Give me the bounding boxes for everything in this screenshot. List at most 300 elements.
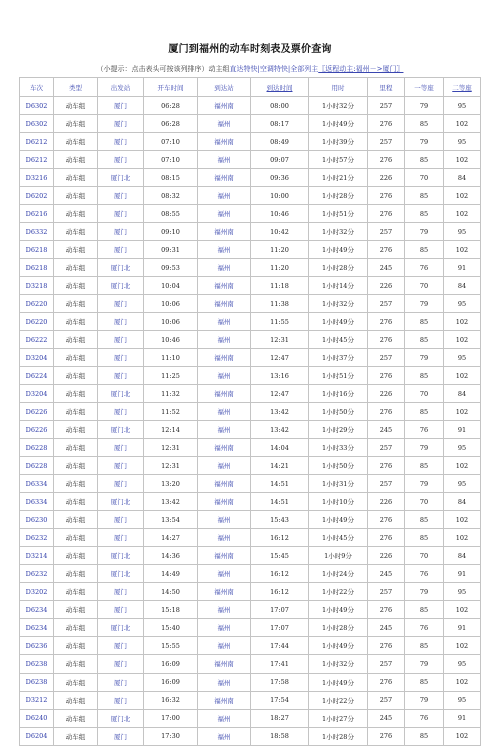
cell-first-class: 76 xyxy=(405,619,444,637)
cell-first-class: 76 xyxy=(405,259,444,277)
table-row xyxy=(20,187,481,205)
cell-train-no[interactable]: D6218 xyxy=(20,241,54,259)
table-row xyxy=(20,511,481,529)
cell-departure-time: 13:42 xyxy=(144,493,198,511)
table-row xyxy=(20,313,481,331)
cell-arrival-time: 11:20 xyxy=(251,259,309,277)
cell-train-no[interactable]: D3218 xyxy=(20,277,54,295)
cell-distance: 226 xyxy=(368,547,405,565)
cell-arrival-time: 18:27 xyxy=(251,709,309,727)
cell-train-no[interactable]: D6302 xyxy=(20,115,54,133)
cell-departure-station: 厦门 xyxy=(98,187,144,205)
cell-type: 动车组 xyxy=(54,115,98,133)
cell-arrival-station: 福州 xyxy=(198,403,251,421)
cell-departure-time: 10:06 xyxy=(144,313,198,331)
cell-arrival-time: 17:54 xyxy=(251,691,309,709)
cell-duration: 1小时21分 xyxy=(309,169,368,187)
cell-first-class: 85 xyxy=(405,601,444,619)
cell-distance: 276 xyxy=(368,727,405,745)
cell-distance: 257 xyxy=(368,349,405,367)
cell-first-class: 85 xyxy=(405,403,444,421)
cell-arrival-station: 福州南 xyxy=(198,277,251,295)
cell-arrival-time: 11:20 xyxy=(251,241,309,259)
cell-departure-station: 厦门 xyxy=(98,205,144,223)
cell-duration: 1小时49分 xyxy=(309,637,368,655)
cell-distance: 276 xyxy=(368,187,405,205)
cell-type: 动车组 xyxy=(54,619,98,637)
cell-departure-time: 12:31 xyxy=(144,457,198,475)
table-row xyxy=(20,349,481,367)
cell-second-class: 91 xyxy=(444,421,481,439)
cell-distance: 245 xyxy=(368,565,405,583)
cell-second-class: 91 xyxy=(444,709,481,727)
cell-departure-time: 14:27 xyxy=(144,529,198,547)
cell-arrival-station: 福州 xyxy=(198,151,251,169)
cell-train-no[interactable]: D6234 xyxy=(20,601,54,619)
cell-first-class: 76 xyxy=(405,565,444,583)
column-header-arrival-station[interactable]: 到达站 xyxy=(198,78,251,97)
cell-train-no[interactable]: D6302 xyxy=(20,97,54,115)
cell-arrival-time: 17:07 xyxy=(251,601,309,619)
hint-prefix: （小提示：点击表头可按该列排序）动主组 xyxy=(96,65,230,73)
table-row xyxy=(20,223,481,241)
cell-distance: 276 xyxy=(368,511,405,529)
cell-train-no[interactable]: D6232 xyxy=(20,529,54,547)
cell-first-class: 79 xyxy=(405,439,444,457)
cell-arrival-station: 福州南 xyxy=(198,547,251,565)
cell-train-no[interactable]: D6230 xyxy=(20,511,54,529)
cell-train-no[interactable]: D6222 xyxy=(20,331,54,349)
cell-train-no[interactable]: D6220 xyxy=(20,313,54,331)
cell-arrival-station: 福州南 xyxy=(198,691,251,709)
column-header-arrival-time[interactable]: 到达时间 xyxy=(251,78,309,97)
cell-arrival-station: 福州南 xyxy=(198,133,251,151)
cell-duration: 1小时49分 xyxy=(309,673,368,691)
cell-departure-station: 厦门 xyxy=(98,529,144,547)
cell-first-class: 79 xyxy=(405,295,444,313)
cell-type: 动车组 xyxy=(54,493,98,511)
table-row xyxy=(20,439,481,457)
cell-arrival-station: 福州 xyxy=(198,457,251,475)
cell-first-class: 79 xyxy=(405,133,444,151)
cell-arrival-time: 13:42 xyxy=(251,403,309,421)
cell-arrival-station: 福州 xyxy=(198,367,251,385)
train-type-filter-links[interactable]: 直达特快|空调特快|全部列主 xyxy=(229,65,319,73)
cell-arrival-time: 12:47 xyxy=(251,349,309,367)
cell-departure-time: 09:10 xyxy=(144,223,198,241)
cell-arrival-station: 福州 xyxy=(198,259,251,277)
cell-duration: 1小时16分 xyxy=(309,385,368,403)
cell-arrival-station: 福州 xyxy=(198,241,251,259)
cell-arrival-time: 12:31 xyxy=(251,331,309,349)
cell-first-class: 79 xyxy=(405,655,444,673)
cell-first-class: 85 xyxy=(405,367,444,385)
cell-departure-time: 14:49 xyxy=(144,565,198,583)
cell-departure-station: 厦门 xyxy=(98,115,144,133)
cell-train-no[interactable]: D6332 xyxy=(20,223,54,241)
cell-arrival-station: 福州南 xyxy=(198,169,251,187)
cell-duration: 1小时39分 xyxy=(309,133,368,151)
cell-first-class: 79 xyxy=(405,349,444,367)
cell-train-no[interactable]: D3204 xyxy=(20,349,54,367)
cell-second-class: 102 xyxy=(444,403,481,421)
cell-train-no[interactable]: D6216 xyxy=(20,205,54,223)
cell-type: 动车组 xyxy=(54,727,98,745)
cell-type: 动车组 xyxy=(54,151,98,169)
cell-departure-time: 07:10 xyxy=(144,133,198,151)
cell-type: 动车组 xyxy=(54,457,98,475)
cell-arrival-station: 福州 xyxy=(198,313,251,331)
cell-first-class: 85 xyxy=(405,205,444,223)
cell-arrival-time: 18:58 xyxy=(251,727,309,745)
cell-second-class: 102 xyxy=(444,115,481,133)
cell-departure-station: 厦门 xyxy=(98,313,144,331)
cell-departure-station: 厦门 xyxy=(98,439,144,457)
cell-train-no[interactable]: D6226 xyxy=(20,421,54,439)
cell-departure-station: 厦门 xyxy=(98,223,144,241)
cell-arrival-time: 15:43 xyxy=(251,511,309,529)
cell-departure-time: 15:18 xyxy=(144,601,198,619)
cell-second-class: 95 xyxy=(444,97,481,115)
cell-departure-station: 厦门北 xyxy=(98,277,144,295)
cell-arrival-station: 福州 xyxy=(198,709,251,727)
cell-departure-time: 09:53 xyxy=(144,259,198,277)
cell-type: 动车组 xyxy=(54,601,98,619)
table-row xyxy=(20,709,481,727)
cell-departure-time: 15:55 xyxy=(144,637,198,655)
table-row xyxy=(20,673,481,691)
cell-distance: 276 xyxy=(368,115,405,133)
cell-train-no[interactable]: D3214 xyxy=(20,547,54,565)
cell-second-class: 102 xyxy=(444,601,481,619)
cell-duration: 1小时32分 xyxy=(309,655,368,673)
table-row xyxy=(20,259,481,277)
cell-departure-time: 10:04 xyxy=(144,277,198,295)
cell-departure-time: 12:14 xyxy=(144,421,198,439)
cell-arrival-station: 福州 xyxy=(198,637,251,655)
cell-departure-station: 厦门 xyxy=(98,691,144,709)
cell-type: 动车组 xyxy=(54,313,98,331)
cell-first-class: 79 xyxy=(405,583,444,601)
cell-duration: 1小时51分 xyxy=(309,367,368,385)
cell-distance: 276 xyxy=(368,241,405,259)
cell-second-class: 102 xyxy=(444,637,481,655)
cell-second-class: 84 xyxy=(444,277,481,295)
cell-duration: 1小时49分 xyxy=(309,511,368,529)
cell-type: 动车组 xyxy=(54,259,98,277)
table-row xyxy=(20,565,481,583)
cell-departure-station: 厦门 xyxy=(98,655,144,673)
cell-train-no[interactable]: D6236 xyxy=(20,637,54,655)
cell-train-no[interactable]: D6240 xyxy=(20,709,54,727)
cell-arrival-time: 08:00 xyxy=(251,97,309,115)
table-row xyxy=(20,97,481,115)
table-row xyxy=(20,169,481,187)
cell-second-class: 102 xyxy=(444,187,481,205)
table-row xyxy=(20,601,481,619)
cell-departure-station: 厦门 xyxy=(98,601,144,619)
cell-type: 动车组 xyxy=(54,385,98,403)
cell-type: 动车组 xyxy=(54,241,98,259)
cell-arrival-time: 17:41 xyxy=(251,655,309,673)
cell-train-no[interactable]: D6238 xyxy=(20,655,54,673)
cell-type: 动车组 xyxy=(54,331,98,349)
cell-first-class: 76 xyxy=(405,421,444,439)
cell-arrival-time: 14:51 xyxy=(251,493,309,511)
return-trip-link[interactable]: 〖返程动主:福州－>厦门〗 xyxy=(318,65,404,73)
cell-departure-station: 厦门 xyxy=(98,295,144,313)
cell-departure-time: 11:25 xyxy=(144,367,198,385)
cell-departure-station: 厦门 xyxy=(98,367,144,385)
cell-duration: 1小时45分 xyxy=(309,529,368,547)
cell-duration: 1小时31分 xyxy=(309,475,368,493)
cell-arrival-station: 福州 xyxy=(198,565,251,583)
cell-first-class: 85 xyxy=(405,673,444,691)
cell-arrival-time: 16:12 xyxy=(251,529,309,547)
cell-type: 动车组 xyxy=(54,655,98,673)
table-row xyxy=(20,493,481,511)
cell-arrival-station: 福州 xyxy=(198,187,251,205)
cell-distance: 276 xyxy=(368,205,405,223)
cell-second-class: 84 xyxy=(444,493,481,511)
cell-arrival-time: 11:18 xyxy=(251,277,309,295)
cell-second-class: 95 xyxy=(444,133,481,151)
cell-second-class: 95 xyxy=(444,223,481,241)
cell-second-class: 91 xyxy=(444,619,481,637)
cell-train-no[interactable]: D6212 xyxy=(20,133,54,151)
cell-duration: 1小时9分 xyxy=(309,547,368,565)
cell-distance: 257 xyxy=(368,223,405,241)
cell-first-class: 70 xyxy=(405,277,444,295)
cell-duration: 1小时51分 xyxy=(309,205,368,223)
column-header-type[interactable]: 类型 xyxy=(54,78,98,97)
cell-train-no[interactable]: D6220 xyxy=(20,295,54,313)
table-row xyxy=(20,295,481,313)
cell-arrival-station: 福州 xyxy=(198,601,251,619)
cell-train-no[interactable]: D6334 xyxy=(20,493,54,511)
cell-departure-time: 16:09 xyxy=(144,673,198,691)
table-row xyxy=(20,421,481,439)
table-row xyxy=(20,277,481,295)
cell-arrival-time: 14:04 xyxy=(251,439,309,457)
cell-distance: 226 xyxy=(368,493,405,511)
cell-departure-time: 14:50 xyxy=(144,583,198,601)
cell-departure-time: 09:31 xyxy=(144,241,198,259)
cell-departure-station: 厦门 xyxy=(98,403,144,421)
table-row xyxy=(20,637,481,655)
cell-second-class: 91 xyxy=(444,565,481,583)
cell-first-class: 85 xyxy=(405,637,444,655)
cell-train-no[interactable]: D6226 xyxy=(20,403,54,421)
cell-duration: 1小时28分 xyxy=(309,187,368,205)
cell-train-no[interactable]: D6218 xyxy=(20,259,54,277)
cell-distance: 226 xyxy=(368,169,405,187)
cell-distance: 276 xyxy=(368,673,405,691)
cell-arrival-time: 15:45 xyxy=(251,547,309,565)
cell-duration: 1小时57分 xyxy=(309,151,368,169)
cell-departure-time: 07:10 xyxy=(144,151,198,169)
cell-arrival-station: 福州南 xyxy=(198,475,251,493)
cell-departure-station: 厦门 xyxy=(98,97,144,115)
cell-distance: 276 xyxy=(368,331,405,349)
cell-arrival-time: 10:00 xyxy=(251,187,309,205)
cell-distance: 276 xyxy=(368,637,405,655)
header-row xyxy=(20,78,481,97)
cell-departure-station: 厦门 xyxy=(98,133,144,151)
cell-distance: 276 xyxy=(368,367,405,385)
table-row xyxy=(20,529,481,547)
cell-type: 动车组 xyxy=(54,169,98,187)
cell-duration: 1小时22分 xyxy=(309,691,368,709)
cell-departure-station: 厦门 xyxy=(98,331,144,349)
cell-arrival-station: 福州 xyxy=(198,727,251,745)
cell-arrival-time: 14:51 xyxy=(251,475,309,493)
cell-train-no[interactable]: D3204 xyxy=(20,385,54,403)
cell-first-class: 79 xyxy=(405,691,444,709)
table-row xyxy=(20,691,481,709)
cell-second-class: 95 xyxy=(444,475,481,493)
cell-duration: 1小时32分 xyxy=(309,223,368,241)
cell-distance: 257 xyxy=(368,655,405,673)
table-row xyxy=(20,655,481,673)
cell-type: 动车组 xyxy=(54,97,98,115)
cell-train-no[interactable]: D6228 xyxy=(20,439,54,457)
cell-second-class: 95 xyxy=(444,583,481,601)
cell-train-no[interactable]: D6232 xyxy=(20,565,54,583)
cell-departure-time: 17:30 xyxy=(144,727,198,745)
cell-duration: 1小时50分 xyxy=(309,457,368,475)
column-header-train-no[interactable]: 车次 xyxy=(20,78,54,97)
column-header-departure-station[interactable]: 出发站 xyxy=(98,78,144,97)
cell-arrival-station: 福州南 xyxy=(198,223,251,241)
cell-duration: 1小时50分 xyxy=(309,403,368,421)
cell-departure-time: 11:32 xyxy=(144,385,198,403)
cell-train-no[interactable]: D6334 xyxy=(20,475,54,493)
timetable-body xyxy=(20,97,481,746)
cell-train-no[interactable]: D3216 xyxy=(20,169,54,187)
cell-second-class: 95 xyxy=(444,295,481,313)
cell-train-no[interactable]: D6238 xyxy=(20,673,54,691)
cell-train-no[interactable]: D3212 xyxy=(20,691,54,709)
cell-departure-station: 厦门北 xyxy=(98,709,144,727)
column-header-first-class[interactable]: 一等座 xyxy=(405,78,444,97)
cell-departure-station: 厦门 xyxy=(98,457,144,475)
cell-departure-time: 06:28 xyxy=(144,97,198,115)
cell-departure-station: 厦门 xyxy=(98,475,144,493)
cell-train-no[interactable]: D6234 xyxy=(20,619,54,637)
cell-train-no[interactable]: D6202 xyxy=(20,187,54,205)
cell-first-class: 85 xyxy=(405,457,444,475)
timetable xyxy=(19,77,481,746)
cell-distance: 276 xyxy=(368,313,405,331)
cell-arrival-time: 12:47 xyxy=(251,385,309,403)
cell-train-no[interactable]: D6204 xyxy=(20,727,54,745)
cell-arrival-time: 11:55 xyxy=(251,313,309,331)
cell-type: 动车组 xyxy=(54,637,98,655)
table-row xyxy=(20,151,481,169)
cell-arrival-time: 17:44 xyxy=(251,637,309,655)
cell-departure-time: 08:55 xyxy=(144,205,198,223)
cell-first-class: 70 xyxy=(405,493,444,511)
cell-distance: 257 xyxy=(368,295,405,313)
cell-departure-time: 14:36 xyxy=(144,547,198,565)
cell-first-class: 85 xyxy=(405,331,444,349)
cell-type: 动车组 xyxy=(54,511,98,529)
table-row xyxy=(20,385,481,403)
cell-distance: 245 xyxy=(368,619,405,637)
cell-type: 动车组 xyxy=(54,709,98,727)
cell-distance: 226 xyxy=(368,385,405,403)
cell-departure-station: 厦门 xyxy=(98,349,144,367)
cell-duration: 1小时49分 xyxy=(309,601,368,619)
cell-arrival-time: 16:12 xyxy=(251,583,309,601)
cell-departure-time: 17:00 xyxy=(144,709,198,727)
table-row xyxy=(20,619,481,637)
cell-second-class: 102 xyxy=(444,457,481,475)
cell-train-no[interactable]: D6224 xyxy=(20,367,54,385)
cell-duration: 1小时45分 xyxy=(309,331,368,349)
cell-first-class: 85 xyxy=(405,511,444,529)
column-header-departure-time[interactable]: 开车时间 xyxy=(144,78,198,97)
cell-departure-station: 厦门北 xyxy=(98,385,144,403)
cell-departure-time: 06:28 xyxy=(144,115,198,133)
cell-second-class: 102 xyxy=(444,511,481,529)
cell-departure-time: 08:15 xyxy=(144,169,198,187)
column-header-duration[interactable]: 用时 xyxy=(309,78,368,97)
cell-first-class: 85 xyxy=(405,241,444,259)
cell-arrival-station: 福州 xyxy=(198,673,251,691)
cell-type: 动车组 xyxy=(54,439,98,457)
cell-arrival-station: 福州 xyxy=(198,205,251,223)
cell-train-no[interactable]: D6212 xyxy=(20,151,54,169)
cell-arrival-station: 福州南 xyxy=(198,655,251,673)
cell-arrival-station: 福州南 xyxy=(198,493,251,511)
cell-duration: 1小时33分 xyxy=(309,439,368,457)
cell-type: 动车组 xyxy=(54,205,98,223)
cell-departure-station: 厦门北 xyxy=(98,565,144,583)
cell-duration: 1小时24分 xyxy=(309,565,368,583)
cell-duration: 1小时28分 xyxy=(309,727,368,745)
cell-duration: 1小时49分 xyxy=(309,115,368,133)
cell-duration: 1小时32分 xyxy=(309,295,368,313)
column-header-second-class[interactable]: 二等座 xyxy=(444,78,481,97)
cell-arrival-station: 福州南 xyxy=(198,97,251,115)
cell-second-class: 84 xyxy=(444,547,481,565)
cell-duration: 1小时37分 xyxy=(309,349,368,367)
cell-departure-station: 厦门北 xyxy=(98,619,144,637)
cell-type: 动车组 xyxy=(54,223,98,241)
cell-train-no[interactable]: D3202 xyxy=(20,583,54,601)
cell-arrival-time: 08:17 xyxy=(251,115,309,133)
cell-departure-station: 厦门北 xyxy=(98,493,144,511)
cell-arrival-station: 福州南 xyxy=(198,295,251,313)
cell-type: 动车组 xyxy=(54,583,98,601)
cell-second-class: 102 xyxy=(444,241,481,259)
cell-arrival-station: 福州 xyxy=(198,619,251,637)
table-row xyxy=(20,547,481,565)
cell-departure-time: 12:31 xyxy=(144,439,198,457)
cell-train-no[interactable]: D6228 xyxy=(20,457,54,475)
table-row xyxy=(20,727,481,745)
cell-first-class: 79 xyxy=(405,223,444,241)
table-row xyxy=(20,403,481,421)
cell-duration: 1小时49分 xyxy=(309,241,368,259)
table-row xyxy=(20,205,481,223)
cell-second-class: 91 xyxy=(444,259,481,277)
page-title: 厦门到福州的动车时刻表及票价查询 xyxy=(168,44,332,55)
column-header-distance[interactable]: 里程 xyxy=(368,78,405,97)
cell-duration: 1小时10分 xyxy=(309,493,368,511)
